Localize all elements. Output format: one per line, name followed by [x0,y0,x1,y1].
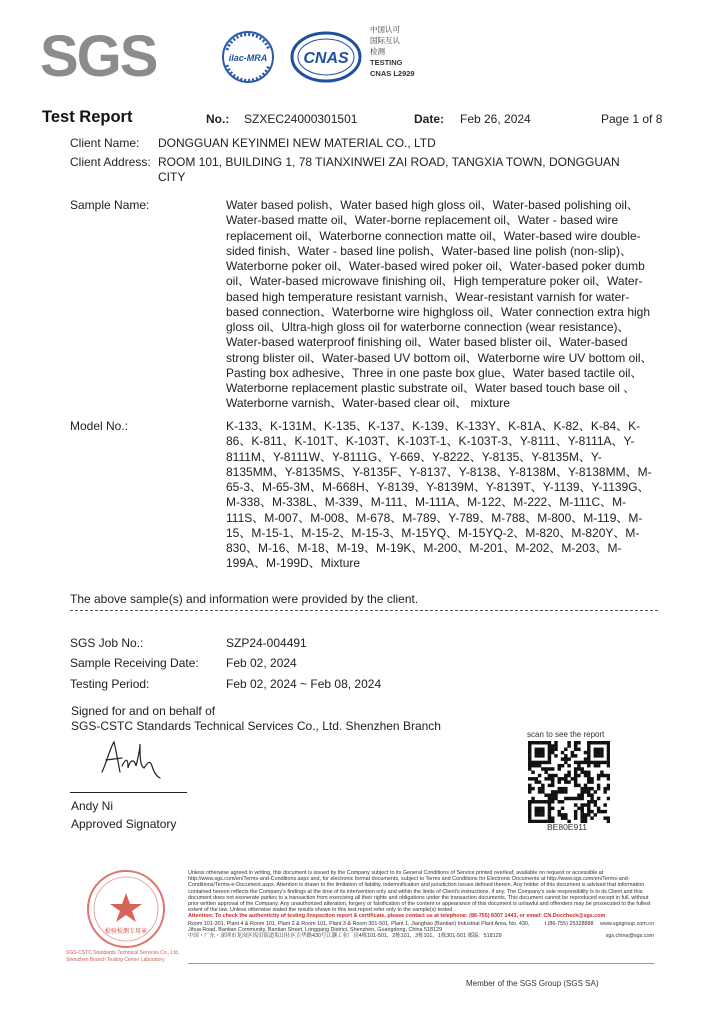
testing-period-value: Feb 02, 2024 ~ Feb 08, 2024 [226,677,382,691]
footer-disclaimer-block [188,870,654,939]
cnas-label: CNAS [303,50,349,67]
handwritten-signature [96,738,166,785]
cnas-en-line-2: CNAS L2929 [370,69,415,78]
footer-address-cn: 中国・广东・深圳市龙岗区坂田街道坂田社区吉华路430号江灏工业厂房4栋101-501，2栋101，3栋101，1栋301-501 邮编：518129 [188,933,502,940]
report-date-value: Feb 26, 2024 [460,112,531,126]
cnas-cn-line-2: 国际互认 [370,36,400,45]
cnas-cn-line-3: 检测 [370,47,385,56]
job-no-value: SZP24-004491 [226,636,307,650]
member-note: Member of the SGS Group (SGS SA) [466,979,599,988]
client-address-line-1: ROOM 101, BUILDING 1, 78 TIANXINWEI ZAI ROAD, TANGXIA TOWN, DONGGUAN [158,155,620,169]
receiving-date-value: Feb 02, 2024 [226,656,297,670]
footer-web[interactable]: www.sgsgroup.com.cn [600,920,654,927]
footer-disclaimer: Unless otherwise agreed in writing, this document is issued by the Company subject to its General Conditions of Service printed overleaf, available on request or accessible at http://www.sgs.com/en/Terms-and-Conditions.aspx and, for electronic format documents, subject to Terms and Conditions for Electronic Documents at http://www.sgs.com/en/Terms-and-Conditions/Terms-e-Document.aspx. Attention is drawn to the limitation of liability, indemnification and jurisdiction issues defined therein. Any holder of this document is advised that information contained hereon reflects the Company's findings at the time of its intervention only and within the limits of Client's instructions, if any. The Company's sole responsibility is to its Client and this document does not exonerate parties to a transaction from exercising all their rights and obligations under the transaction documents. This document cannot be reproduced except in full, without prior written approval of the Company. Any unauthorized alteration, forgery or falsification of the content or appearance of this document is unlawful and offenders may be prosecuted to the fullest extent of the law. Unless otherwise stated the results shown in this test report refer only to the sample(s) tested . [188,870,651,914]
stamp-text: 检验检测专用章 [104,928,148,935]
client-name-label: Client Name: [70,136,140,150]
report-title: Test Report [42,108,133,126]
provided-note: The above sample(s) and information were provided by the client. [70,592,419,606]
cnas-en-line-1: TESTING [370,58,403,67]
sgs-logo-text: SGS [40,26,157,82]
footer-phone: t (86-755) 25328888 [544,920,594,927]
qr-caption: scan to see the report [527,730,605,739]
footer-rule [188,963,654,964]
page-number: Page 1 of 8 [601,112,663,126]
sample-name-value: Water based polish、Water based high gloss oil、Water-based polishing oil、Water-based matte oil、Water-borne replacement oil、Water - based wire replacement oil、Waterborne connection matte oil、Water-based wire double-sided finish、Water - based line polish、Water-based line polish (non-slip)、Waterborne poker oil、Water-based wired poker oil、Water-based poker dumb oil、Water-based microwave finishing oil、High temperature poker oil、Water-based high temperature resistant varnish、Wear-resistant varnish for water-based connection、Waterborne wire highgloss oil、Water connection extra high gloss oil、Ultra-high gloss oil for waterborne connection (wear resistance)、Water-based waterproof finishing oil、Water based blister oil、Water-based strong blister oil、Water-based UV bottom oil、Waterborne wire UV bottom oil、Pasting box adhesive、Three in one paste box glue、Water based tactile oil、Waterborne replacement plastic substrate oil、Water based touch base oil 、Waterborne varnish、Water-based clear oil、 mixture [226,198,653,411]
signatory-title: Approved Signatory [71,817,177,831]
report-no-value: SZXEC24000301501 [244,112,358,126]
sample-name-label: Sample Name: [70,198,150,212]
client-address-label: Client Address: [70,155,151,169]
footer-attention: Attention: To check the authenticity of testing /inspection report & certificate, please contact us at telephone: (86-755) 8307 1443, or email: CN.Doccheck@sgs.com [188,913,606,920]
qr-code[interactable] [528,741,610,823]
section-divider [70,610,658,611]
footer-address-en: Room 101-301, Plant 4 & Room 101, Plant 2 & Room 101, Plant 3 & Room 301-501, Plant 1, Jianghao (Bantian) Industrial Plant Area, No. 430, Jihua Road, Bantian Community, Bantian Street, Longgang District, Shenzhen, Guangdong, China 518129 [188,920,530,933]
ilac-label: ilac-MRA [228,53,268,63]
report-date-label: Date: [414,112,445,126]
signed-line-2: SGS-CSTC Standards Technical Services Co., Ltd. Shenzhen Branch [71,719,441,733]
model-no-label: Model No.: [70,419,129,433]
cnas-logo [290,30,362,84]
inspection-stamp [66,867,188,958]
client-name-value: DONGGUAN KEYINMEI NEW MATERIAL CO., LTD [158,136,436,150]
stamp-caption-line-2: Shenzhen Branch Testing Center Laboratory [66,957,165,963]
cnas-cn-line-1: 中国认可 [370,25,400,34]
stamp-caption-line-1: SGS-CSTC Standards Technical Services Co., Ltd. [66,950,180,956]
model-no-value: K-133、K-131M、K-135、K-137、K-139、K-133Y、K-81A、K-82、K-84、K-86、K-811、K-101T、K-103T、K-103T-1、K-103T-3、Y-8111、Y-8111A、Y-8111M、Y-8111W、Y-8111G、Y-669、Y-8222、Y-8135、Y-8135M、Y-8135MM、Y-8135MS、Y-8135F、Y-8137、Y-8138、Y-8138M、Y-8138MM、M-65-3、M-65-3M、M-668H、Y-8139、Y-8139M、Y-8139T、Y-1139、Y-1139G、M-338、M-338L、M-339、M-111、M-111A、M-122、M-222、M-111C、M-111S、M-007、M-008、M-678、M-789、Y-789、M-788、M-800、M-119、M-15、M-15-1、M-15-2、M-15-3、M-15YQ、M-15YQ-2、M-820、M-820Y、M-830、M-16、M-18、M-19、M-19K、M-200、M-201、M-202、M-203、M-199A、M-199D、Mixture [226,419,652,571]
stamp-caption [66,950,179,964]
job-no-label: SGS Job No.: [70,636,144,650]
report-no-label: No.: [206,112,230,126]
ilac-mra-logo [218,30,278,84]
sgs-logo [40,26,172,82]
signed-line-1: Signed for and on behalf of [71,704,216,718]
signatory-name: Andy Ni [71,799,114,813]
signature-line [70,792,187,793]
receiving-date-label: Sample Receiving Date: [70,656,199,670]
cnas-accreditation-text [370,24,415,79]
qr-code-id: BE80E911 [547,822,588,832]
footer-email[interactable]: sgs.china@sgs.com [605,933,654,940]
client-address-line-2: CITY [158,170,186,184]
testing-period-label: Testing Period: [70,677,150,691]
